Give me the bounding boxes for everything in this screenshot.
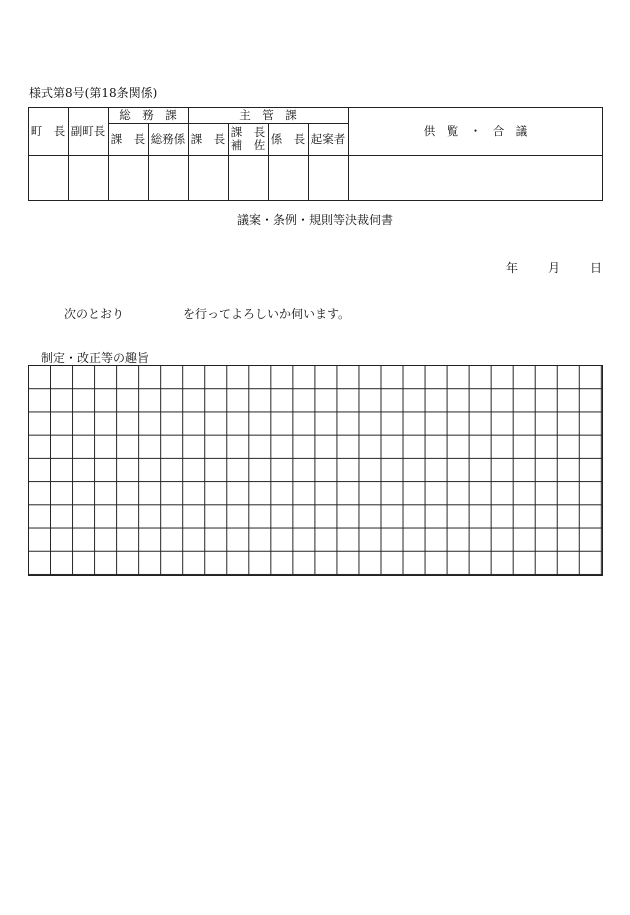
general-affairs-staff-stamp-cell bbox=[148, 155, 188, 201]
mayor-header: 町 長 bbox=[30, 123, 66, 138]
date-year-label: 年 bbox=[505, 261, 518, 275]
section-chief-header: 係 長 bbox=[270, 131, 306, 146]
assistant-chief-header bbox=[228, 123, 268, 155]
date-month-label: 月 bbox=[547, 261, 560, 275]
general-affairs-group-header: 総 務 課 bbox=[119, 107, 177, 122]
date-line bbox=[506, 259, 602, 276]
purpose-label: 制定・改正等の趣旨 bbox=[41, 351, 150, 365]
circulation-header: 供 覧 ・ 合 議 bbox=[423, 123, 528, 138]
assistant-chief-stamp-cell bbox=[228, 155, 268, 201]
circulation-stamp-cell bbox=[348, 155, 603, 201]
form-number: 様式第8号(第18条関係) bbox=[29, 86, 158, 100]
deputy-mayor-stamp-cell bbox=[68, 155, 108, 201]
responsible-group-header: 主 管 課 bbox=[239, 107, 297, 122]
approval-stamp-table bbox=[28, 107, 603, 201]
body-text-suffix: を行ってよろしいか伺います。 bbox=[183, 307, 351, 321]
general-affairs-chief-header: 課 長 bbox=[110, 131, 146, 146]
deputy-mayor-header: 副町長 bbox=[70, 123, 106, 138]
body-text-prefix: 次のとおり bbox=[64, 307, 125, 321]
assistant-chief-line2: 補 佐 bbox=[230, 138, 266, 152]
mayor-stamp-cell bbox=[28, 155, 68, 201]
assistant-chief-line1: 課 長 bbox=[230, 125, 266, 139]
general-affairs-chief-stamp-cell bbox=[108, 155, 148, 201]
drafter-stamp-cell bbox=[308, 155, 348, 201]
document-title: 議案・条例・規則等決裁伺書 bbox=[236, 213, 393, 227]
drafter-header: 起案者 bbox=[310, 131, 346, 146]
purpose-manuscript-grid bbox=[28, 365, 603, 576]
responsible-chief-header: 課 長 bbox=[190, 131, 226, 146]
responsible-chief-stamp-cell bbox=[188, 155, 228, 201]
date-day-label: 日 bbox=[589, 261, 602, 275]
general-affairs-staff-header: 総務係 bbox=[150, 131, 186, 146]
section-chief-stamp-cell bbox=[268, 155, 308, 201]
